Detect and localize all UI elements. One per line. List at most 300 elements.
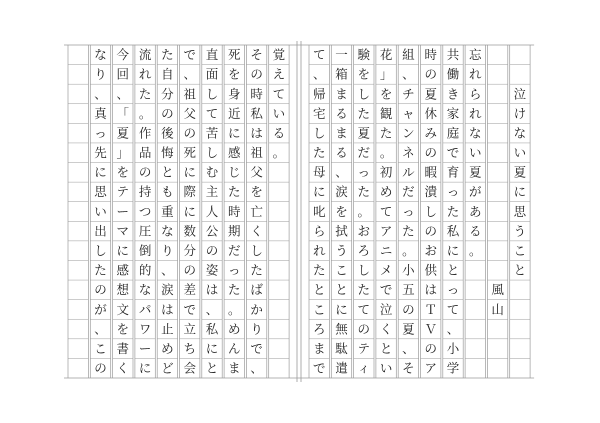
manuscript-char: の bbox=[402, 301, 415, 317]
manuscript-char: 花 bbox=[379, 47, 393, 63]
manuscript-char: た bbox=[402, 223, 415, 239]
manuscript-char: な bbox=[138, 282, 152, 298]
manuscript-char: 、 bbox=[161, 262, 174, 278]
manuscript-char: ま bbox=[312, 340, 326, 356]
manuscript-char: は bbox=[424, 282, 437, 298]
manuscript-char: で bbox=[183, 47, 196, 63]
manuscript-char: 観 bbox=[379, 105, 393, 121]
manuscript-char: 会 bbox=[183, 360, 196, 376]
manuscript-char: ニ bbox=[379, 242, 393, 258]
manuscript-char: む bbox=[205, 164, 219, 180]
manuscript-char: お bbox=[424, 242, 437, 258]
manuscript-char: と bbox=[205, 360, 219, 376]
manuscript-char: 直 bbox=[205, 47, 219, 63]
manuscript-char: ワ bbox=[138, 321, 152, 337]
text-column bbox=[380, 47, 393, 375]
manuscript-char: 叱 bbox=[312, 203, 326, 219]
manuscript-char: 祖 bbox=[250, 145, 263, 161]
manuscript-char: 書 bbox=[116, 340, 130, 356]
manuscript-char: 真 bbox=[94, 105, 107, 121]
manuscript-char: 、 bbox=[402, 66, 415, 82]
manuscript-char: ら bbox=[312, 223, 326, 239]
manuscript-char: ィ bbox=[357, 360, 371, 376]
manuscript-char: に bbox=[228, 125, 241, 141]
manuscript-char: く bbox=[250, 223, 263, 239]
manuscript-char: 山 bbox=[491, 301, 504, 317]
manuscript-char: 組 bbox=[402, 47, 415, 63]
manuscript-char: 主 bbox=[205, 184, 219, 200]
manuscript-char: 、 bbox=[335, 164, 348, 180]
text-column bbox=[334, 47, 348, 375]
manuscript-char: 潰 bbox=[424, 184, 437, 200]
manuscript-char: を bbox=[250, 184, 263, 200]
manuscript-char: れ bbox=[138, 66, 152, 82]
manuscript-char: 後 bbox=[161, 125, 174, 141]
manuscript-char: 分 bbox=[161, 86, 174, 102]
manuscript-char: の bbox=[424, 145, 437, 161]
manuscript-char: く bbox=[116, 360, 130, 376]
manuscript-char: の bbox=[183, 262, 196, 278]
manuscript-char: ち bbox=[183, 340, 196, 356]
manuscript-char: 感 bbox=[116, 262, 130, 278]
text-column bbox=[94, 47, 107, 375]
manuscript-char: 私 bbox=[205, 321, 219, 337]
manuscript-char: し bbox=[94, 242, 107, 258]
manuscript-char: て bbox=[357, 301, 371, 317]
manuscript-char: あ bbox=[469, 203, 482, 219]
manuscript-char: 際 bbox=[183, 184, 196, 200]
manuscript-char: 、 bbox=[312, 66, 326, 82]
manuscript-char: 時 bbox=[228, 203, 241, 219]
manuscript-char: っ bbox=[446, 184, 460, 200]
manuscript-char: て bbox=[272, 86, 286, 102]
manuscript-char: 。 bbox=[357, 203, 371, 219]
manuscript-char: も bbox=[161, 184, 174, 200]
manuscript-char: 無 bbox=[335, 321, 348, 337]
manuscript-char: た bbox=[312, 262, 326, 278]
text-column bbox=[206, 47, 219, 375]
manuscript-char: ろ bbox=[357, 242, 371, 258]
manuscript-char: の bbox=[161, 105, 174, 121]
manuscript-char: る bbox=[335, 105, 348, 121]
manuscript-char: ー bbox=[116, 203, 130, 219]
manuscript-char: な bbox=[513, 125, 527, 141]
manuscript-char: Ｔ bbox=[424, 301, 437, 317]
manuscript-char: 。 bbox=[402, 242, 415, 258]
manuscript-char: 覚 bbox=[272, 47, 286, 63]
manuscript-char: 父 bbox=[250, 164, 263, 180]
manuscript-char: た bbox=[228, 282, 241, 298]
manuscript-char: こ bbox=[513, 242, 527, 258]
manuscript-char: テ bbox=[116, 184, 130, 200]
manuscript-char: 小 bbox=[402, 262, 415, 278]
manuscript-char: に bbox=[513, 184, 527, 200]
manuscript-char: 私 bbox=[250, 105, 263, 121]
text-column bbox=[250, 47, 263, 375]
manuscript-char: マ bbox=[116, 223, 130, 239]
manuscript-char: チ bbox=[402, 86, 415, 102]
manuscript-char: 面 bbox=[205, 66, 219, 82]
manuscript-char: 夏 bbox=[402, 321, 415, 337]
manuscript-char: に bbox=[205, 340, 219, 356]
manuscript-char: こ bbox=[335, 262, 348, 278]
manuscript-char: ろ bbox=[312, 321, 326, 337]
text-column bbox=[313, 47, 326, 375]
manuscript-char: お bbox=[357, 223, 371, 239]
manuscript-char: な bbox=[94, 47, 107, 63]
manuscript-char: た bbox=[357, 282, 371, 298]
manuscript-char: 想 bbox=[116, 282, 130, 298]
manuscript-char: て bbox=[379, 203, 393, 219]
manuscript-char: き bbox=[446, 86, 460, 102]
manuscript-char: だ bbox=[357, 145, 371, 161]
manuscript-char: 、 bbox=[250, 360, 263, 376]
manuscript-char: と bbox=[379, 340, 393, 356]
handwritten-text bbox=[94, 47, 526, 375]
manuscript-char: 涙 bbox=[335, 184, 348, 200]
manuscript-char: ん bbox=[228, 340, 241, 356]
manuscript-char: は bbox=[205, 282, 219, 298]
manuscript-char: 悔 bbox=[161, 145, 174, 161]
manuscript-char: 公 bbox=[205, 223, 219, 239]
manuscript-char: と bbox=[446, 262, 460, 278]
manuscript-char: の bbox=[138, 164, 152, 180]
manuscript-char: の bbox=[183, 125, 196, 141]
manuscript-char: 風 bbox=[491, 282, 504, 298]
manuscript-char: Ｖ bbox=[424, 321, 437, 337]
manuscript-char: め bbox=[228, 321, 241, 337]
manuscript-char: ア bbox=[379, 223, 393, 239]
manuscript-char: い bbox=[94, 203, 107, 219]
text-column bbox=[161, 47, 174, 375]
manuscript-char: っ bbox=[446, 282, 460, 298]
manuscript-char: 数 bbox=[183, 223, 196, 239]
manuscript-char: 。 bbox=[228, 301, 241, 317]
manuscript-char: 止 bbox=[161, 321, 174, 337]
manuscript-char: の bbox=[250, 66, 263, 82]
manuscript-char: 持 bbox=[138, 184, 152, 200]
manuscript-char: り bbox=[161, 242, 174, 258]
manuscript-char: の bbox=[424, 223, 437, 239]
text-column bbox=[139, 47, 152, 375]
manuscript-char: こ bbox=[312, 301, 326, 317]
manuscript-char: 駄 bbox=[335, 340, 348, 356]
manuscript-char: ア bbox=[424, 360, 437, 376]
manuscript-char: が bbox=[469, 184, 482, 200]
manuscript-char: を bbox=[228, 66, 241, 82]
manuscript-char: し bbox=[312, 125, 326, 141]
manuscript-char: ら bbox=[469, 86, 482, 102]
manuscript-char: 近 bbox=[228, 105, 241, 121]
manuscript-char: は bbox=[161, 301, 174, 317]
manuscript-char: 祖 bbox=[183, 86, 196, 102]
manuscript-char: で bbox=[183, 301, 196, 317]
manuscript-char: で bbox=[312, 360, 326, 376]
manuscript-char: 遣 bbox=[335, 360, 348, 376]
manuscript-char: い bbox=[272, 105, 286, 121]
manuscript-char: で bbox=[446, 145, 460, 161]
manuscript-char: こ bbox=[94, 340, 107, 356]
manuscript-char: に bbox=[446, 242, 460, 258]
manuscript-char: 亡 bbox=[250, 203, 263, 219]
manuscript-char: 、 bbox=[116, 86, 130, 102]
manuscript-char: ネ bbox=[402, 145, 415, 161]
manuscript-char: 暇 bbox=[424, 164, 437, 180]
manuscript-char: 重 bbox=[161, 203, 174, 219]
manuscript-char: け bbox=[513, 105, 527, 121]
manuscript-char: 初 bbox=[379, 164, 393, 180]
manuscript-char: っ bbox=[228, 262, 241, 278]
manuscript-char: 時 bbox=[250, 86, 263, 102]
manuscript-char: そ bbox=[402, 360, 415, 376]
manuscript-char: 苦 bbox=[205, 125, 219, 141]
manuscript-char: ま bbox=[335, 125, 348, 141]
manuscript-char: に bbox=[116, 242, 130, 258]
manuscript-char: 休 bbox=[424, 105, 437, 121]
manuscript-char: 夏 bbox=[513, 164, 527, 180]
manuscript-char: た bbox=[357, 184, 371, 200]
manuscript-char: 分 bbox=[183, 242, 196, 258]
manuscript-char: 宅 bbox=[312, 105, 326, 121]
manuscript-char: 流 bbox=[138, 47, 152, 63]
manuscript-char: た bbox=[379, 125, 393, 141]
manuscript-char: 回 bbox=[116, 66, 130, 82]
manuscript-char: 忘 bbox=[469, 47, 482, 63]
manuscript-char: は bbox=[250, 125, 263, 141]
manuscript-char: を bbox=[335, 203, 348, 219]
manuscript-char: た bbox=[357, 105, 371, 121]
manuscript-char: 自 bbox=[161, 66, 174, 82]
manuscript-char: と bbox=[335, 282, 348, 298]
manuscript-char: 育 bbox=[446, 164, 460, 180]
manuscript-char: 拭 bbox=[335, 223, 348, 239]
manuscript-char: を bbox=[116, 164, 130, 180]
manuscript-char: 箱 bbox=[335, 66, 348, 82]
manuscript-char: に bbox=[138, 360, 152, 376]
manuscript-char: 。 bbox=[469, 242, 482, 258]
manuscript-char: の bbox=[424, 340, 437, 356]
manuscript-char: と bbox=[513, 262, 527, 278]
manuscript-char: 立 bbox=[183, 321, 196, 337]
manuscript-char: く bbox=[379, 321, 393, 337]
manuscript-char: 。 bbox=[272, 145, 286, 161]
manuscript-char: て bbox=[312, 47, 326, 63]
manuscript-char: れ bbox=[469, 105, 482, 121]
manuscript-char: な bbox=[161, 223, 174, 239]
manuscript-char: が bbox=[94, 301, 107, 317]
manuscript-char: し bbox=[250, 242, 263, 258]
manuscript-char: 、 bbox=[205, 301, 219, 317]
manuscript-char: 差 bbox=[183, 282, 196, 298]
manuscript-char: 的 bbox=[138, 262, 152, 278]
text-column bbox=[469, 47, 482, 258]
manuscript-char: れ bbox=[469, 66, 482, 82]
manuscript-char: に bbox=[183, 203, 196, 219]
manuscript-char: 「 bbox=[116, 105, 130, 121]
manuscript-char: 涙 bbox=[161, 282, 174, 298]
cell-grid bbox=[64, 41, 534, 382]
manuscript-char: 小 bbox=[446, 340, 460, 356]
manuscript-char: し bbox=[205, 86, 219, 102]
manuscript-char: 母 bbox=[312, 164, 326, 180]
manuscript-char: 出 bbox=[94, 223, 107, 239]
manuscript-char: る bbox=[469, 223, 482, 239]
manuscript-char: た bbox=[446, 203, 460, 219]
manuscript-char: 泣 bbox=[379, 301, 393, 317]
manuscript-char: み bbox=[424, 125, 437, 141]
manuscript-char: 死 bbox=[183, 145, 196, 161]
manuscript-char: の bbox=[94, 282, 107, 298]
manuscript-char: た bbox=[161, 47, 174, 63]
manuscript-char: っ bbox=[94, 125, 107, 141]
manuscript-char: と bbox=[312, 282, 326, 298]
manuscript-char: だ bbox=[228, 242, 241, 258]
manuscript-char: 五 bbox=[402, 282, 415, 298]
manuscript-char: 帰 bbox=[312, 86, 326, 102]
manuscript-char: い bbox=[513, 145, 527, 161]
manuscript-char: 感 bbox=[228, 145, 241, 161]
manuscript-char: 圧 bbox=[138, 223, 152, 239]
manuscript-char: 人 bbox=[205, 203, 219, 219]
manuscript-char: を bbox=[357, 66, 371, 82]
manuscript-char: 、 bbox=[446, 321, 460, 337]
manuscript-char: ば bbox=[250, 282, 263, 298]
manuscript-char: た bbox=[138, 86, 152, 102]
manuscript-char: た bbox=[94, 262, 107, 278]
manuscript-char: り bbox=[250, 321, 263, 337]
manuscript-char: 」 bbox=[116, 145, 130, 161]
manuscript-char: だ bbox=[402, 184, 415, 200]
manuscript-char: 父 bbox=[183, 105, 196, 121]
manuscript-char: し bbox=[357, 262, 371, 278]
manuscript-char: の bbox=[424, 66, 437, 82]
manuscript-char: 品 bbox=[138, 145, 152, 161]
manuscript-char: 夏 bbox=[469, 164, 482, 180]
manuscript-char: れ bbox=[312, 242, 326, 258]
manuscript-char: 期 bbox=[228, 223, 241, 239]
manuscript-char: ル bbox=[402, 164, 415, 180]
manuscript-char: う bbox=[513, 223, 527, 239]
manuscript-char: 泣 bbox=[513, 86, 527, 102]
manuscript-char: め bbox=[379, 184, 393, 200]
manuscript-char: て bbox=[446, 301, 460, 317]
text-column bbox=[447, 47, 460, 375]
manuscript-char: そ bbox=[250, 47, 263, 63]
manuscript-char: パ bbox=[138, 301, 152, 317]
manuscript-char: た bbox=[250, 262, 263, 278]
manuscript-char: 私 bbox=[446, 223, 460, 239]
manuscript-char: 時 bbox=[424, 47, 437, 63]
manuscript-char: 夏 bbox=[116, 125, 130, 141]
manuscript-char: 。 bbox=[138, 105, 152, 121]
manuscript-char: し bbox=[357, 86, 371, 102]
manuscript-char: ー bbox=[138, 340, 152, 356]
manuscript-char: で bbox=[379, 282, 393, 298]
manuscript-char: 学 bbox=[446, 360, 460, 376]
manuscript-char: し bbox=[424, 203, 437, 219]
manuscript-char: 共 bbox=[446, 47, 460, 63]
manuscript-char: 先 bbox=[94, 145, 107, 161]
manuscript-char: る bbox=[335, 145, 348, 161]
manuscript-char: め bbox=[161, 340, 174, 356]
manuscript-char: に bbox=[335, 301, 348, 317]
manuscript-char: 夏 bbox=[424, 86, 437, 102]
text-column bbox=[402, 47, 415, 375]
manuscript-char: と bbox=[161, 164, 174, 180]
manuscript-char: じ bbox=[228, 164, 241, 180]
manuscript-char: し bbox=[205, 145, 219, 161]
manuscript-char: 、 bbox=[183, 66, 196, 82]
manuscript-char: 倒 bbox=[138, 242, 152, 258]
manuscript-char: の bbox=[357, 321, 371, 337]
manuscript-char: い bbox=[379, 360, 393, 376]
manuscript-char: 」 bbox=[379, 66, 393, 82]
manuscript-char: っ bbox=[402, 203, 415, 219]
manuscript-char: 供 bbox=[424, 262, 437, 278]
manuscript-char: な bbox=[469, 125, 482, 141]
manuscript-char: の bbox=[94, 360, 107, 376]
manuscript-char: 庭 bbox=[446, 125, 460, 141]
manuscript-char: 。 bbox=[379, 145, 393, 161]
manuscript-char: を bbox=[116, 321, 130, 337]
manuscript-char: っ bbox=[357, 164, 371, 180]
manuscript-char: ま bbox=[228, 360, 241, 376]
manuscript-char: ン bbox=[402, 125, 415, 141]
manuscript-char: 作 bbox=[138, 125, 152, 141]
manuscript-char: に bbox=[94, 164, 107, 180]
manuscript-char: た bbox=[228, 184, 241, 200]
manuscript-char: ャ bbox=[402, 105, 415, 121]
manuscript-char: を bbox=[379, 86, 393, 102]
manuscript-char: テ bbox=[357, 340, 371, 356]
manuscript-char: 、 bbox=[402, 340, 415, 356]
manuscript-char: て bbox=[205, 105, 219, 121]
manuscript-char: 、 bbox=[94, 86, 107, 102]
text-column bbox=[424, 47, 438, 375]
manuscript-char: う bbox=[335, 242, 348, 258]
manuscript-char: 一 bbox=[335, 47, 348, 63]
manuscript-char: 夏 bbox=[357, 125, 371, 141]
manuscript-char: か bbox=[250, 301, 263, 317]
text-column bbox=[183, 47, 196, 375]
manuscript-char: 死 bbox=[228, 47, 241, 63]
manuscript-char: 今 bbox=[116, 47, 130, 63]
manuscript-char: つ bbox=[138, 203, 152, 219]
manuscript-char: え bbox=[272, 66, 286, 82]
manuscript-char: 思 bbox=[513, 203, 527, 219]
manuscript-char: に bbox=[312, 184, 326, 200]
manuscript-char: い bbox=[469, 145, 482, 161]
manuscript-char: ま bbox=[335, 86, 348, 102]
manuscript-char: る bbox=[272, 125, 286, 141]
manuscript-char: 家 bbox=[446, 105, 460, 121]
manuscript-char: で bbox=[250, 340, 263, 356]
manuscript-char: た bbox=[312, 145, 326, 161]
manuscript-char: に bbox=[183, 164, 196, 180]
manuscript-char: 姿 bbox=[205, 262, 219, 278]
text-column bbox=[357, 47, 371, 375]
manuscript-char: 身 bbox=[228, 86, 241, 102]
text-column bbox=[228, 47, 241, 375]
manuscript-char: り bbox=[94, 66, 107, 82]
manuscript-char: 思 bbox=[94, 184, 107, 200]
manuscript-char: 験 bbox=[357, 47, 371, 63]
text-column bbox=[117, 47, 130, 375]
manuscript-char: 、 bbox=[94, 321, 107, 337]
manuscript-char: 働 bbox=[446, 66, 460, 82]
manuscript-char: 文 bbox=[116, 301, 130, 317]
manuscript-char: ど bbox=[161, 360, 174, 376]
